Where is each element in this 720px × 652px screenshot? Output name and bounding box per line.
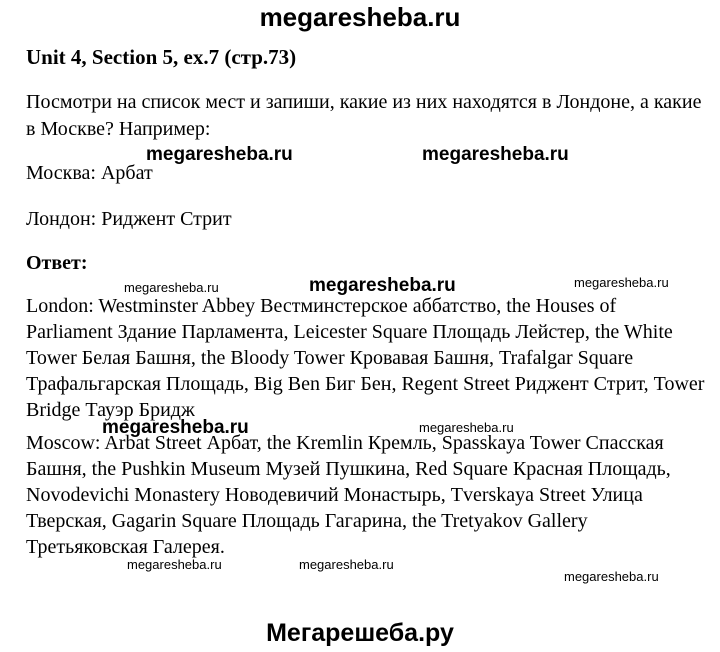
watermark: megaresheba.ru xyxy=(102,417,249,438)
site-header[interactable]: megaresheba.ru xyxy=(259,2,461,32)
example-moscow: Москва: Арбат xyxy=(26,162,153,184)
watermark: megaresheba.ru xyxy=(564,569,659,584)
watermark: megaresheba.ru xyxy=(309,275,456,296)
watermark: megaresheba.ru xyxy=(419,420,514,435)
watermark: megaresheba.ru xyxy=(299,557,394,572)
watermark: megaresheba.ru xyxy=(574,275,669,290)
watermark: megaresheba.ru xyxy=(146,144,293,165)
answer-moscow: Moscow: Arbat Street Арбат, the Kremlin Кремль, Spasskaya Tower Спасская Башня, the Pushkin Museum Музей Пушкина, Red Square Красная Площадь, Novodevichi Monastery Новодевичий Монастырь, Tverskaya Street Улица Тверская, Gagarin Square Площадь Гагарина, the Tretyakov Gallery Третьяковская Галерея. xyxy=(26,432,671,558)
watermark: megaresheba.ru xyxy=(127,557,222,572)
task-text: Посмотри на список мест и запиши, какие из них находятся в Лондоне, а какие в Москве? Например: xyxy=(26,91,702,140)
watermark: megaresheba.ru xyxy=(124,280,219,295)
site-footer[interactable]: Мегарешеба.ру xyxy=(266,619,454,647)
answer-london: London: Westminster Abbey Вестминстерское аббатство, the Houses of Parliament Здание Парламента, Leicester Square Площадь Лейстер, the White Tower Белая Башня, the Bloody Tower Кровавая Башня, Trafalgar Square Трафальгарская Площадь, Big Ben Биг Бен, Regent Street Риджент Стрит, Tower Bridge Тауэр Бридж xyxy=(26,295,705,421)
watermark: megaresheba.ru xyxy=(422,144,569,165)
exercise-title: Unit 4, Section 5, ex.7 (стр.73) xyxy=(26,45,297,69)
example-london: Лондон: Риджент Стрит xyxy=(26,208,232,230)
answer-label: Ответ: xyxy=(26,252,88,274)
